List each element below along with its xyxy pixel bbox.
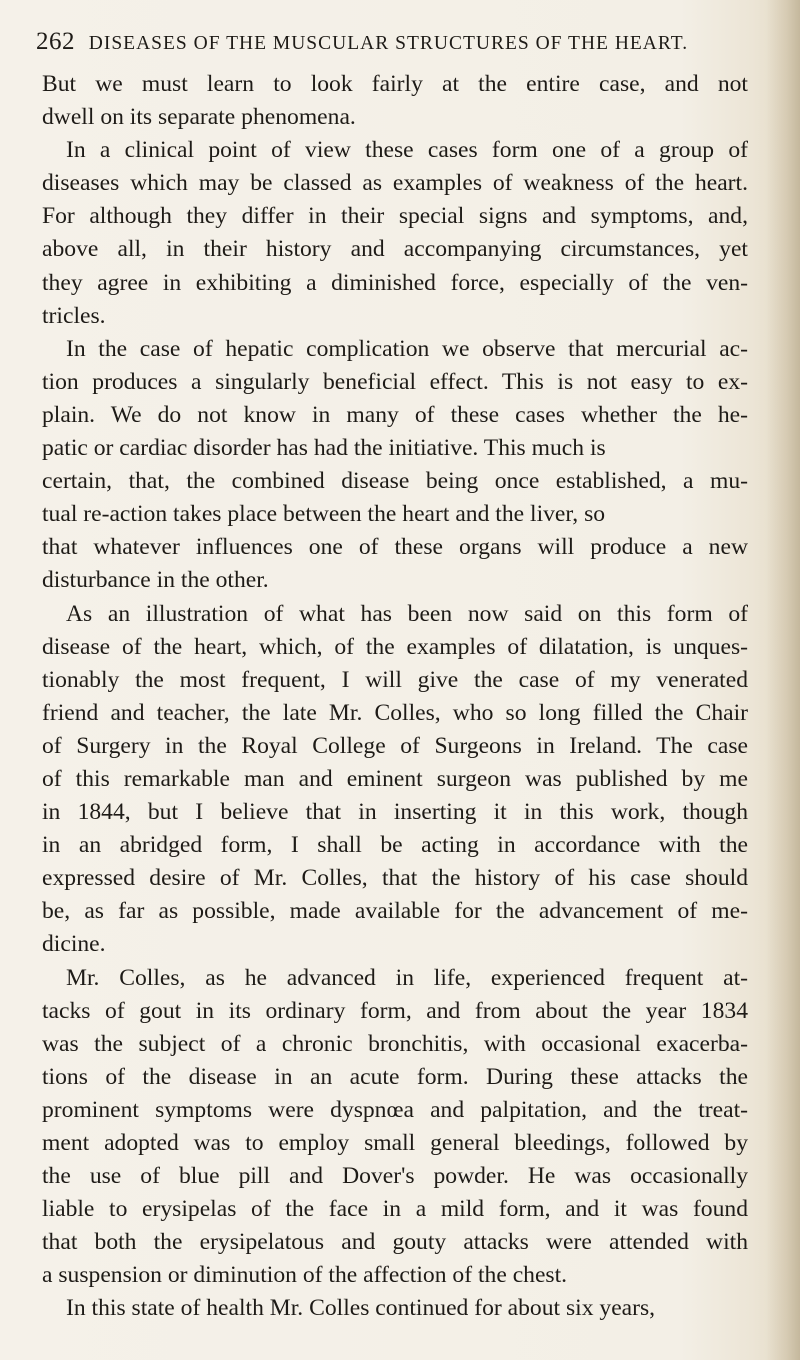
page-edge-shadow (766, 0, 800, 1360)
text-line: But we must learn to look fairly at the entire case, and not (42, 71, 748, 97)
paragraph (42, 134, 748, 333)
page-number: 262 (36, 28, 75, 55)
text-line: ment adopted was to employ small general bleedings, followed by (42, 1130, 748, 1156)
paragraph (42, 962, 748, 1293)
running-title: DISEASES OF THE MUSCULAR STRUCTURES OF THE HEART. (88, 33, 689, 54)
text-line: above all, in their history and accompanying circumstances, yet (42, 236, 748, 263)
text-line: tual re-action takes place between the heart and the liver, so (42, 501, 606, 528)
text-line: diseases which may be classed as examples of weakness of the heart. (42, 170, 748, 197)
text-line: plain. We do not know in many of these cases whether the he- (42, 401, 748, 428)
text-line: in 1844, but I believe that in inserting it in this work, though (42, 799, 748, 826)
text-line: dicine. (42, 931, 106, 958)
text-line: disease of the heart, which, of the examples of dilatation, is unques- (42, 633, 748, 660)
text-line: that both the erysipelatous and gouty attacks were attended with (42, 1229, 748, 1256)
text-line: was the subject of a chronic bronchitis, with occasional exacerba- (42, 1030, 748, 1057)
text-line: In the case of hepatic complication we observe that mercurial ac- (66, 335, 748, 362)
text-line: friend and teacher, the late Mr. Colles, who so long filled the Chair (42, 699, 748, 726)
text-line: Mr. Colles, as he advanced in life, experienced frequent at- (66, 964, 748, 991)
text-line: tricles. (42, 302, 106, 329)
text-line: that whatever influences one of these organs will produce a new (42, 534, 748, 561)
body-text (42, 68, 748, 1326)
text-line: dwell on its separate phenomena. (42, 104, 356, 131)
text-line: As an illustration of what has been now said on this form of (66, 600, 748, 627)
text-line: certain, that, the combined disease being once established, a mu- (42, 468, 748, 495)
text-line: In a clinical point of view these cases form one of a group of (66, 137, 748, 164)
text-line: tionably the most frequent, I will give the case of my venerated (42, 666, 748, 693)
text-line: expressed desire of Mr. Colles, that the history of his case should (42, 865, 748, 892)
text-line: be, as far as possible, made available for the advancement of me- (42, 898, 748, 925)
paragraph (42, 68, 748, 134)
text-line: the use of blue pill and Dover's powder. He was occasionally (42, 1163, 748, 1190)
paragraph (42, 598, 748, 962)
text-line: tacks of gout in its ordinary form, and from about the year 1834 (42, 997, 748, 1024)
text-line: liable to erysipelas of the face in a mild form, and it was found (42, 1196, 748, 1223)
text-line: disturbance in the other. (42, 567, 269, 594)
text-line: tion produces a singularly beneficial effect. This is not easy to ex- (42, 368, 748, 395)
text-line: in an abridged form, I shall be acting in accordance with the (42, 832, 748, 859)
paragraph (42, 333, 748, 598)
text-line: In this state of health Mr. Colles continued for about six years, (66, 1295, 656, 1322)
running-header (36, 28, 746, 56)
paragraph (42, 1292, 748, 1325)
text-line: of Surgery in the Royal College of Surgeons in Ireland. The case (42, 732, 748, 759)
text-line: patic or cardiac disorder has had the initiative. This much is (42, 435, 606, 462)
text-line: they agree in exhibiting a diminished force, especially of the ven- (42, 269, 748, 296)
text-line: a suspension or diminution of the affection of the chest. (42, 1262, 568, 1289)
text-line: of this remarkable man and eminent surgeon was published by me (42, 765, 748, 792)
text-line: prominent symptoms were dyspnœa and palpitation, and the treat- (42, 1096, 748, 1123)
text-line: tions of the disease in an acute form. During these attacks the (42, 1063, 748, 1090)
text-line: For although they differ in their special signs and symptoms, and, (42, 203, 748, 230)
